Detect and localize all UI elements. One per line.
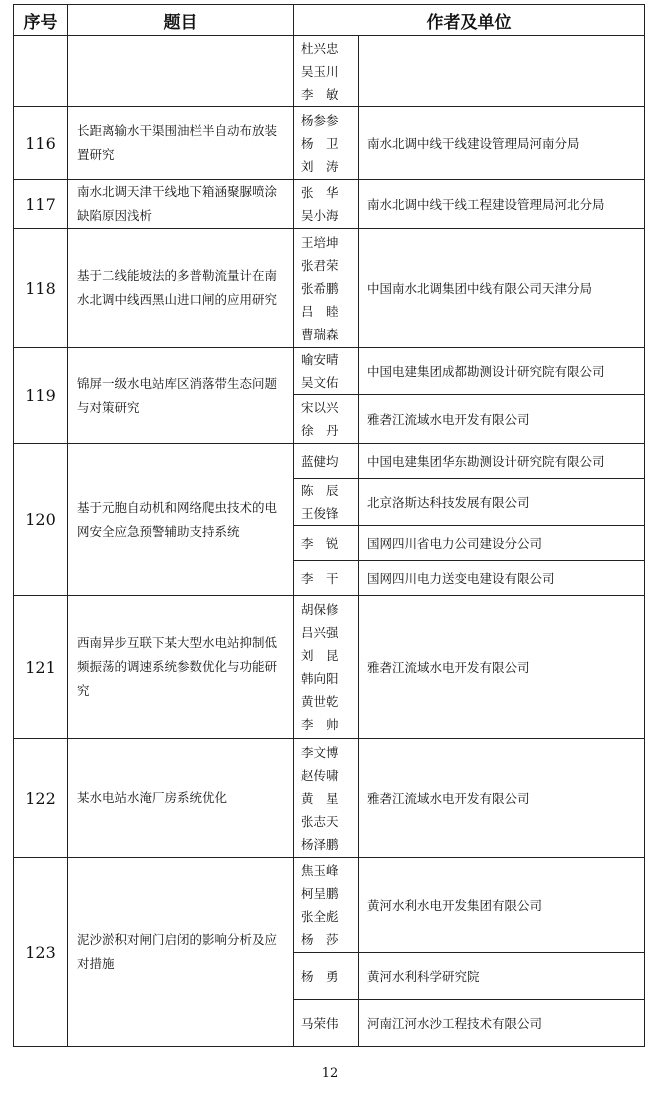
row-title: 西南异步互联下某大型水电站抑制低频振荡的调速系统参数优化与功能研究: [68, 596, 294, 739]
row-authors: 王培坤 张君荣 张希鹏 吕 睦 曹瑞森: [294, 229, 359, 348]
table-row: [14, 229, 645, 348]
header-row: [14, 5, 645, 36]
row-unit: 北京洛斯达科技发展有限公司: [359, 479, 645, 526]
row-unit: 中国电建集团成都勘测设计研究院有限公司: [359, 348, 645, 395]
row-no: 122: [14, 739, 68, 858]
table-row: [14, 596, 645, 739]
row-title: 基于元胞自动机和网络爬虫技术的电网安全应急预警辅助支持系统: [68, 444, 294, 596]
row-unit: 黄河水利科学研究院: [359, 953, 645, 1000]
row-authors: 喻安晴 吴文佑: [294, 348, 359, 395]
header-title: 题目: [68, 5, 294, 36]
row-authors: 李文博 赵传啸 黄 星 张志天 杨泽鹏: [294, 739, 359, 858]
row-no: 120: [14, 444, 68, 596]
row-authors: 张 华 吴小海: [294, 180, 359, 229]
table-row: [14, 180, 645, 229]
row-unit: 雅砻江流域水电开发有限公司: [359, 395, 645, 444]
row-authors: 杨参参 杨 卫 刘 涛: [294, 107, 359, 180]
page-number: 12: [321, 1066, 339, 1081]
row-no: 123: [14, 858, 68, 1047]
row-title: 南水北调天津干线地下箱涵聚脲喷涂缺陷原因浅析: [68, 180, 294, 229]
row-title: 泥沙淤积对闸门启闭的影响分析及应对措施: [68, 858, 294, 1047]
awards-table: [13, 4, 645, 1047]
header-no: 序号: [14, 5, 68, 36]
table-row: [14, 348, 645, 395]
row-title: 长距离输水干渠围油栏半自动布放装置研究: [68, 107, 294, 180]
row-title: 某水电站水淹厂房系统优化: [68, 739, 294, 858]
row-authors: 杜兴忠 吴玉川 李 敏: [294, 36, 359, 107]
row-authors: 李 锐: [294, 526, 359, 561]
row-unit: 河南江河水沙工程技术有限公司: [359, 1000, 645, 1047]
row-unit: 中国南水北调集团中线有限公司天津分局: [359, 229, 645, 348]
row-unit: 南水北调中线干线工程建设管理局河北分局: [359, 180, 645, 229]
row-authors: 焦玉峰 柯呈鹏 张全彪 杨 莎: [294, 858, 359, 953]
row-no: [14, 36, 68, 107]
table-row: [14, 107, 645, 180]
row-no: 121: [14, 596, 68, 739]
row-no: 118: [14, 229, 68, 348]
table-row: [14, 739, 645, 858]
row-no: 117: [14, 180, 68, 229]
table-row: [14, 444, 645, 479]
table-row: [14, 858, 645, 953]
row-authors: 李 干: [294, 561, 359, 596]
table-row: [14, 36, 645, 107]
row-authors: 马荣伟: [294, 1000, 359, 1047]
row-unit: 中国电建集团华东勘测设计研究院有限公司: [359, 444, 645, 479]
row-authors: 蓝健均: [294, 444, 359, 479]
row-title: [68, 36, 294, 107]
row-unit: 雅砻江流域水电开发有限公司: [359, 596, 645, 739]
row-authors: 宋以兴 徐 丹: [294, 395, 359, 444]
row-no: 119: [14, 348, 68, 444]
row-title: 基于二线能坡法的多普勒流量计在南水北调中线西黑山进口闸的应用研究: [68, 229, 294, 348]
row-unit: 国网四川电力送变电建设有限公司: [359, 561, 645, 596]
row-title: 锦屏一级水电站库区消落带生态问题与对策研究: [68, 348, 294, 444]
row-unit: 南水北调中线干线建设管理局河南分局: [359, 107, 645, 180]
row-unit: 黄河水利水电开发集团有限公司: [359, 858, 645, 953]
row-unit: [359, 36, 645, 107]
row-unit: 雅砻江流域水电开发有限公司: [359, 739, 645, 858]
header-author-unit: 作者及单位: [294, 5, 645, 36]
row-authors: 杨 勇: [294, 953, 359, 1000]
row-unit: 国网四川省电力公司建设分公司: [359, 526, 645, 561]
row-authors: 胡保修 吕兴强 刘 昆 韩向阳 黄世乾 李 帅: [294, 596, 359, 739]
row-no: 116: [14, 107, 68, 180]
row-authors: 陈 辰 王俊锋: [294, 479, 359, 526]
